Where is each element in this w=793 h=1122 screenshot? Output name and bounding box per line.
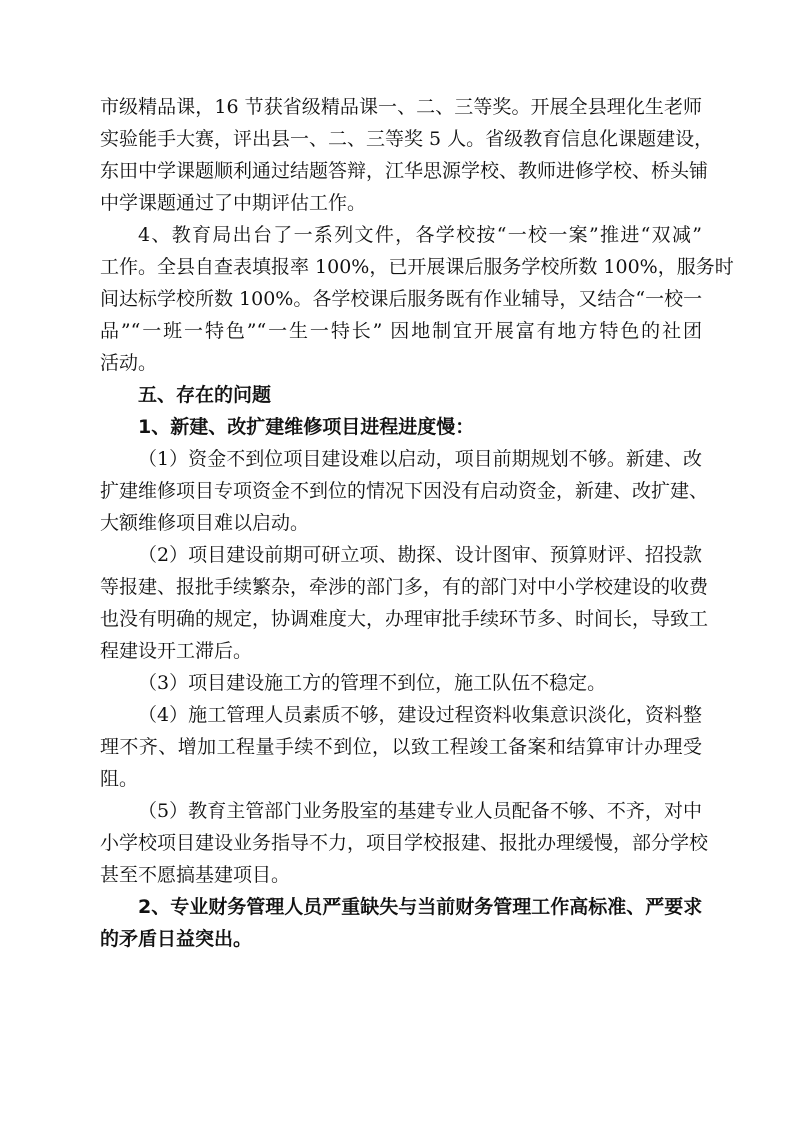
text-line: 间达标学校所数 100%。各学校课后服务既有作业辅导，又结合“一校一: [100, 288, 703, 310]
text-line: 小学校项目建设业务指导不力，项目学校报建、报批办理缓慢，部分学校: [100, 832, 709, 854]
text-line: 阻。: [100, 768, 139, 790]
text-line: 工作。全县自查表填报率 100%，已开展课后服务学校所数 100%，服务时: [100, 256, 734, 278]
text-line: 等报建、报批手续繁杂，牵涉的部门多，有的部门对中小学校建设的收费: [100, 576, 709, 598]
text-line: 理不齐、增加工程量手续不到位，以致工程竣工备案和结算审计办理受: [100, 736, 702, 758]
text-line: （5）教育主管部门业务股室的基建专业人员配备不够、不齐，对中: [138, 800, 702, 822]
text-line: 程建设开工滞后。: [100, 640, 253, 662]
text-line: （2）项目建设前期可研立项、勘探、设计图审、预算财评、招投款: [138, 544, 702, 566]
text-line: （3）项目建设施工方的管理不到位，施工队伍不稳定。: [138, 672, 607, 694]
subsection-heading: 2、专业财务管理人员严重缺失与当前财务管理工作高标准、严要求: [138, 896, 703, 918]
text-line: 品”“一班一特色”“一生一特长” 因地制宜开展富有地方特色的社团: [100, 320, 702, 342]
text-line: （4）施工管理人员素质不够，建设过程资料收集意识淡化，资料整: [138, 704, 702, 726]
text-line: 东田中学课题顺利通过结题答辩，江华思源学校、教师进修学校、桥头铺: [100, 160, 709, 182]
text-line: 扩建维修项目专项资金不到位的情况下因没有启动资金，新建、改扩建、: [100, 480, 709, 502]
text-line: 4、教育局出台了一系列文件，各学校按“一校一案”推进“双减”: [138, 224, 702, 246]
subsection-heading: 1、新建、改扩建维修项目进程进度慢：: [138, 416, 475, 438]
text-line: 活动。: [100, 352, 158, 374]
text-line: 甚至不愿搞基建项目。: [100, 864, 291, 886]
text-line: 也没有明确的规定，协调难度大，办理审批手续环节多、时间长，导致工: [100, 608, 709, 630]
document-body: [100, 91, 734, 955]
text-line: 实验能手大赛，评出县一、二、三等奖 5 人。省级教育信息化课题建设，: [100, 128, 714, 150]
subsection-heading-continued: 的矛盾日益突出。: [100, 928, 253, 950]
section-heading: 五、存在的问题: [138, 384, 272, 406]
text-line: （1）资金不到位项目建设难以启动，项目前期规划不够。新建、改: [138, 448, 702, 470]
text-line: 中学课题通过了中期评估工作。: [100, 192, 367, 214]
text-line: 大额维修项目难以启动。: [100, 512, 310, 534]
text-line: 市级精品课，16 节获省级精品课一、二、三等奖。开展全县理化生老师: [100, 96, 702, 118]
